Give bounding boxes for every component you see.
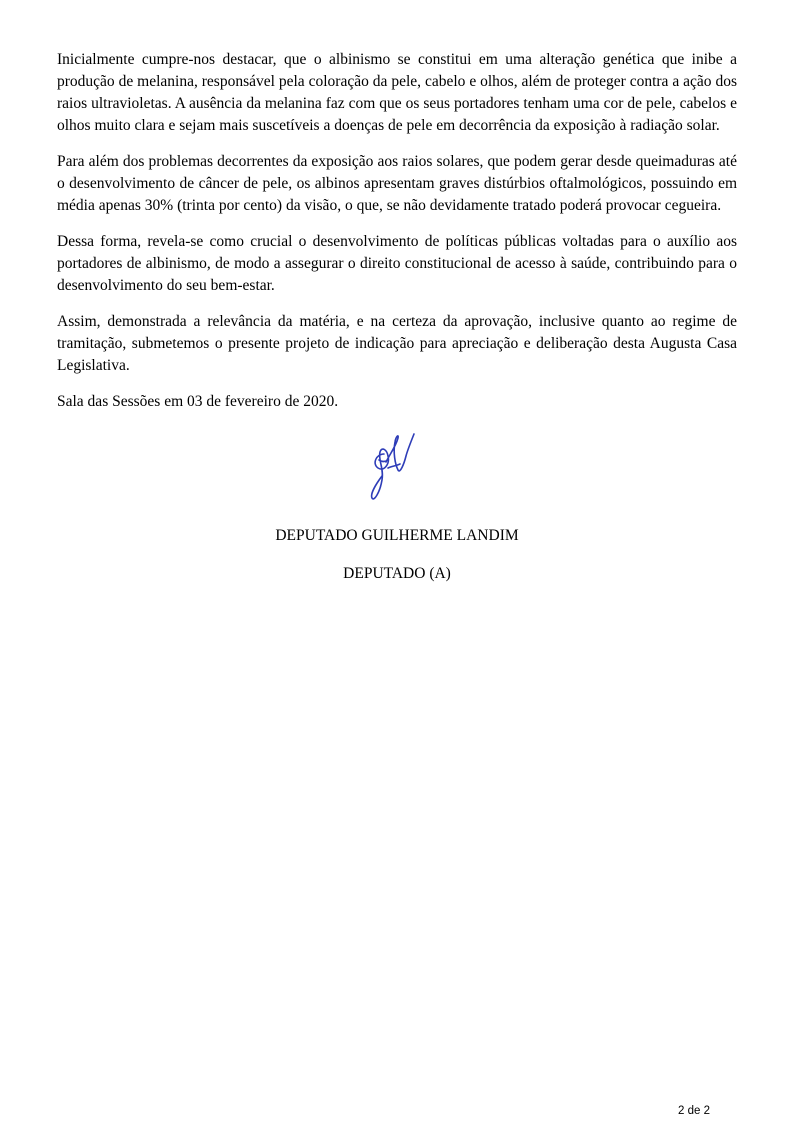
signer-name: DEPUTADO GUILHERME LANDIM xyxy=(275,527,519,544)
signer-role: DEPUTADO (A) xyxy=(343,565,451,582)
page-number: 2 de 2 xyxy=(678,1105,710,1117)
signature-icon xyxy=(362,424,424,508)
paragraph-conclusao: Assim, demonstrada a relevância da matéria, e na certeza da aprovação, inclusive quanto ao regime de tramitação, submetemos o presente projeto de indicação para apreciação e deliberação desta Augusta Casa Legislativa. xyxy=(57,313,737,374)
paragraph-problemas-exposicao: Para além dos problemas decorrentes da exposição aos raios solares, que podem gerar desde queimaduras até o desenvolvimento de câncer de pele, os albinos apresentam graves distúrbios oftalmológicos, possuindo em média apenas 30% (trinta por cento) da visão, o que, se não devidamente tratado poderá provocar cegueira. xyxy=(57,153,737,214)
date-line: Sala das Sessões em 03 de fevereiro de 2020. xyxy=(57,393,339,410)
paragraph-politicas-publicas: Dessa forma, revela-se como crucial o desenvolvimento de políticas públicas voltadas para o auxílio aos portadores de albinismo, de modo a assegurar o direito constitucional de acesso à saúde, contribuindo para o desenvolvimento do seu bem-estar. xyxy=(57,233,737,294)
paragraph-albinismo-definicao: Inicialmente cumpre-nos destacar, que o albinismo se constitui em uma alteração genética que inibe a produção de melanina, responsável pela coloração da pele, cabelo e olhos, além de proteger contra a ação dos raios ultravioletas. A ausência da melanina faz com que os seus portadores tenham uma cor de pele, cabelos e olhos muito clara e sejam mais suscetíveis a doenças de pele em decorrência da exposição à radiação solar. xyxy=(57,51,737,134)
document-body xyxy=(57,49,737,427)
